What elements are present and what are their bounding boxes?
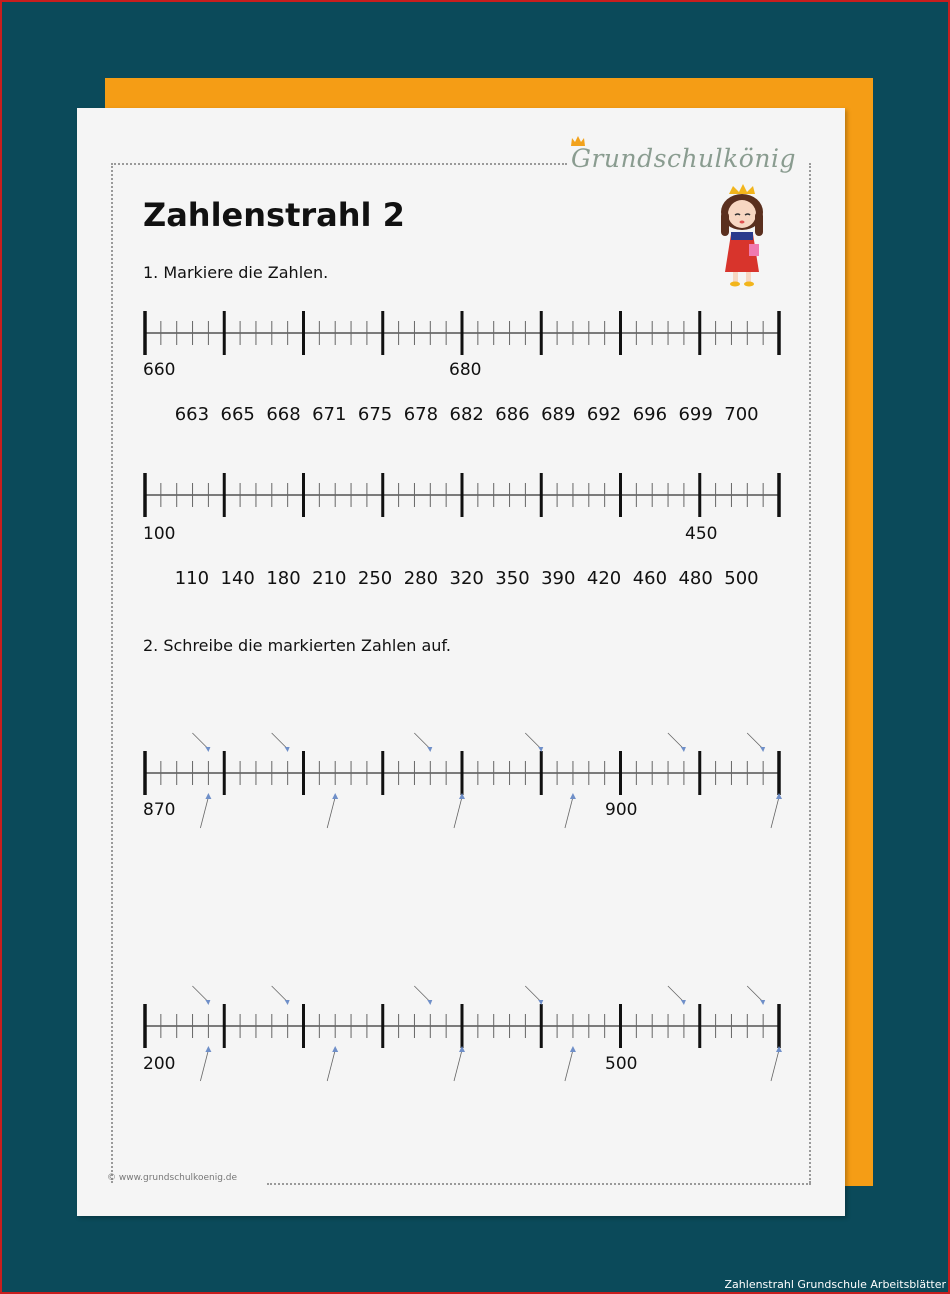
number-to-mark: 696 xyxy=(632,404,668,425)
number-to-mark: 480 xyxy=(678,568,713,589)
arrow-head xyxy=(285,747,290,752)
line-2-mid-label: 450 xyxy=(685,524,718,544)
number-to-mark: 678 xyxy=(403,404,439,425)
line-4-start-label: 200 xyxy=(143,1054,176,1074)
arrow-head xyxy=(681,747,686,752)
arrow-head xyxy=(427,1000,432,1005)
arrow-head xyxy=(332,1046,338,1052)
number-to-mark: 180 xyxy=(266,568,301,589)
worksheet-title: Zahlenstrahl 2 xyxy=(143,196,405,234)
line-1-numbers xyxy=(169,404,764,425)
number-line-2 xyxy=(143,470,783,520)
princess-illustration xyxy=(711,184,771,294)
arrow-head xyxy=(760,747,765,752)
line-3-mid-label: 900 xyxy=(605,800,638,820)
number-to-mark: 699 xyxy=(678,404,713,425)
worksheet xyxy=(77,108,845,1216)
arrow-head xyxy=(681,1000,686,1005)
number-to-mark: 700 xyxy=(724,404,759,425)
arrow-head xyxy=(427,747,432,752)
number-to-mark: 420 xyxy=(586,568,622,589)
number-to-mark: 682 xyxy=(449,404,484,425)
line-1-start-label: 660 xyxy=(143,360,176,380)
line-2-numbers xyxy=(169,568,764,589)
line-1-mid-label: 680 xyxy=(449,360,482,380)
arrow-head xyxy=(459,793,465,799)
number-to-mark: 210 xyxy=(312,568,347,589)
arrow-head xyxy=(205,1046,211,1052)
number-to-mark: 675 xyxy=(357,404,393,425)
task-2-instruction: 2. Schreibe die markierten Zahlen auf. xyxy=(143,636,451,655)
arrow-head xyxy=(570,1046,576,1052)
number-line-3 xyxy=(143,748,783,798)
number-to-mark: 280 xyxy=(403,568,439,589)
number-to-mark: 320 xyxy=(449,568,484,589)
arrow-head xyxy=(776,1046,782,1052)
number-to-mark: 686 xyxy=(495,404,530,425)
arrow-head xyxy=(205,793,211,799)
arrow-head xyxy=(205,747,210,752)
arrow-head xyxy=(332,793,338,799)
number-to-mark: 110 xyxy=(174,568,210,589)
number-to-mark: 689 xyxy=(541,404,576,425)
number-to-mark: 250 xyxy=(357,568,393,589)
number-to-mark: 500 xyxy=(724,568,759,589)
number-to-mark: 140 xyxy=(220,568,255,589)
image-caption: Zahlenstrahl Grundschule Arbeitsblätter xyxy=(724,1278,946,1291)
task-1-instruction: 1. Markiere die Zahlen. xyxy=(143,263,329,282)
number-to-mark: 460 xyxy=(632,568,668,589)
number-line-1 xyxy=(143,308,783,358)
footer-url: © www.grundschulkoenig.de xyxy=(107,1173,238,1183)
brand-logo: Grundschulkönig xyxy=(571,144,796,173)
arrow-head xyxy=(285,1000,290,1005)
line-4-mid-label: 500 xyxy=(605,1054,638,1074)
number-line-4 xyxy=(143,1001,783,1051)
arrow-head xyxy=(776,793,782,799)
arrow-head xyxy=(760,1000,765,1005)
bottom-dotted-line xyxy=(267,1183,811,1185)
line-3-start-label: 870 xyxy=(143,800,176,820)
number-to-mark: 663 xyxy=(174,404,210,425)
arrow-head xyxy=(459,1046,465,1052)
number-to-mark: 668 xyxy=(266,404,301,425)
number-to-mark: 665 xyxy=(220,404,255,425)
number-to-mark: 692 xyxy=(586,404,622,425)
number-to-mark: 671 xyxy=(312,404,347,425)
number-to-mark: 390 xyxy=(541,568,576,589)
arrow-head xyxy=(205,1000,210,1005)
line-2-start-label: 100 xyxy=(143,524,176,544)
arrow-head xyxy=(570,793,576,799)
number-to-mark: 350 xyxy=(495,568,530,589)
